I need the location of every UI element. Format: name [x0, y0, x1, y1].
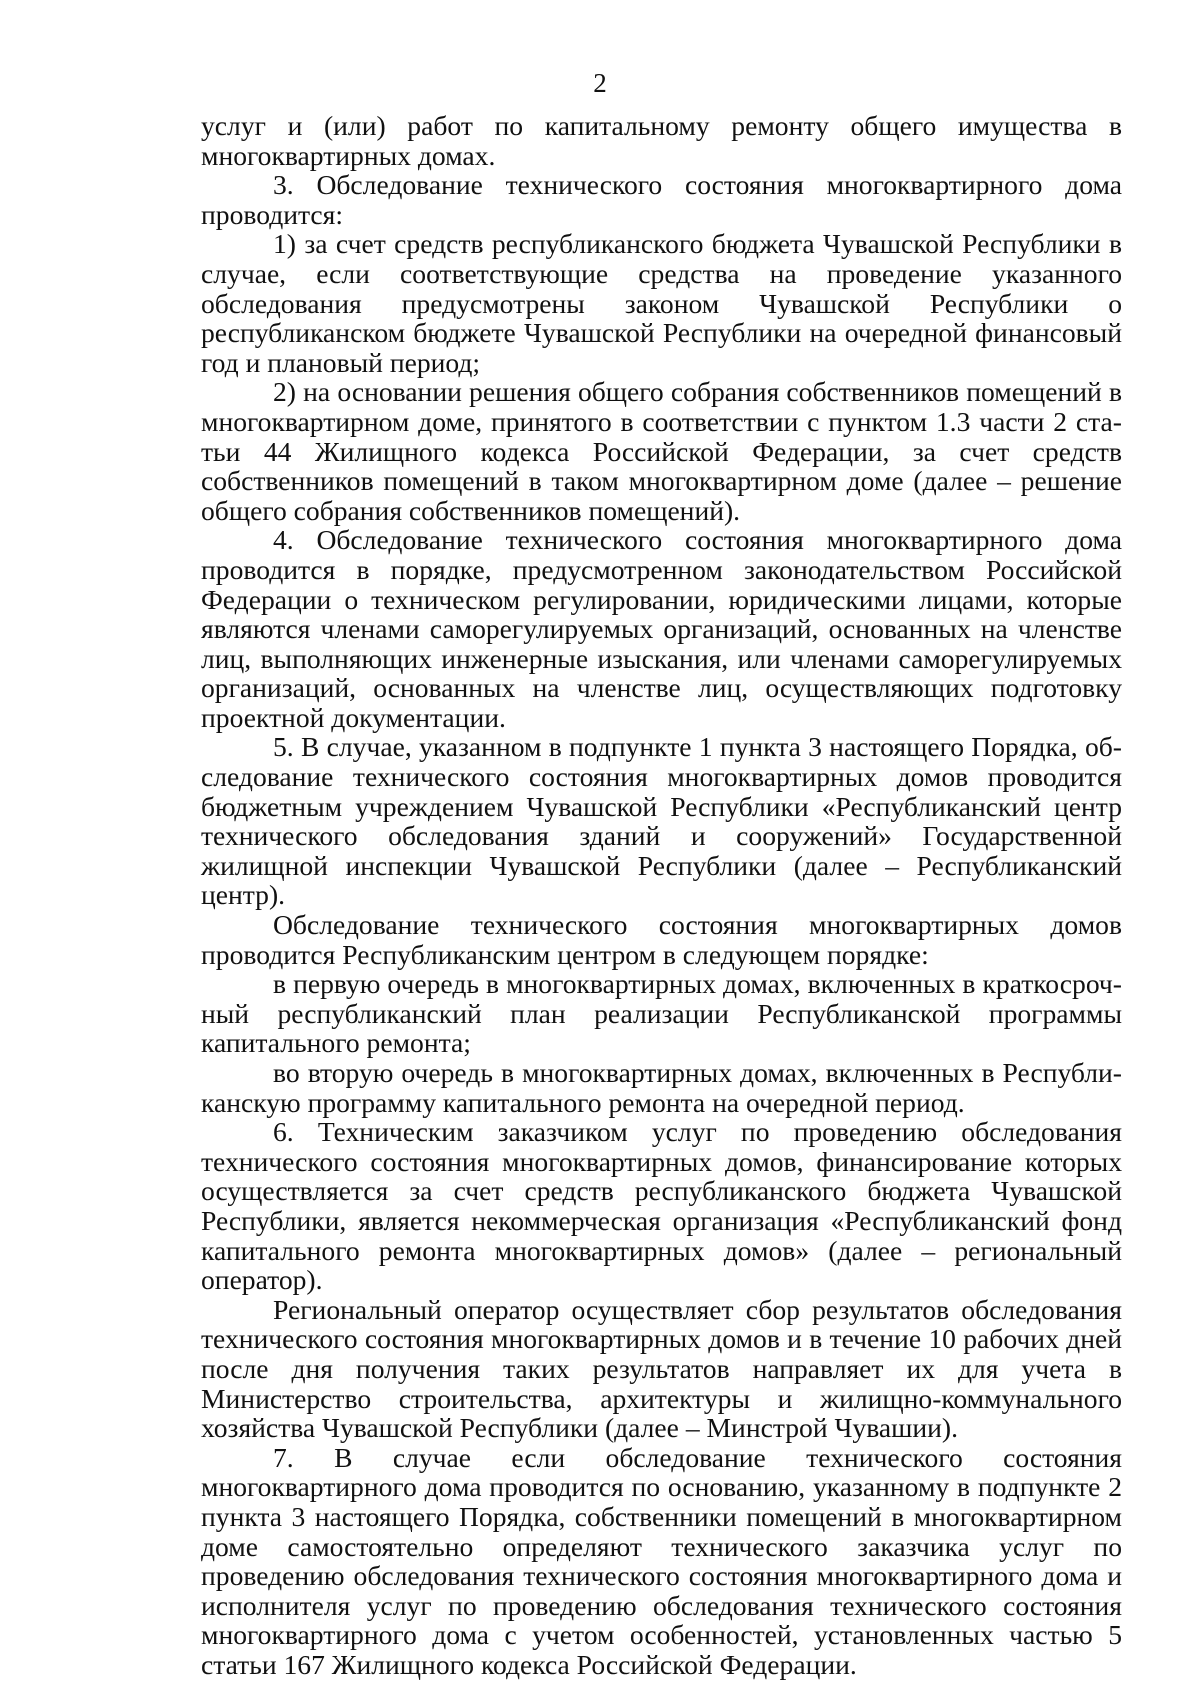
paragraph-item-6: 6. Техническим заказчиком услуг по проведению обследования технического состояния многоквартирных домов, финансирование которых осуществляется за счет средств республиканского бюджета Чувашской Республики, является некоммерческая организация «Республиканский фонд капитального ремонта многоквартирных домов» (далее – региональный оператор). — [201, 1116, 1122, 1296]
paragraph-item-5-order: Обследование технического состояния многоквартирных домов проводится Республиканским центром в следующем порядке: — [201, 909, 1122, 970]
paragraph-item-6-operator: Региональный оператор осуществляет сбор результатов обследования технического состояния многоквартирных домов и в течение 10 рабочих дней после дня получения таких результатов направляет их для учета в Министерство строительства, архитектуры и жилищно-коммунального хозяйства Чувашской Республики (далее – Минстрой Чувашии). — [201, 1293, 1122, 1444]
paragraph-item-5-first: в первую очередь в многоквартирных домах, включенных в краткосрочный республиканский план реализации Республиканской программы капитального ремонта; — [201, 968, 1122, 1059]
paragraph-item-5: 5. В случае, указанном в подпункте 1 пункта 3 настоящего Порядка, обследование технического состояния многоквартирных домов проводится бюджетным учреждением Чувашской Республики «Республиканский центр технического обследования зданий и сооружений» Государственной жилищной инспекции Чувашской Республики (далее – Республиканский центр). — [201, 731, 1122, 911]
paragraph-continuation: услуг и (или) работ по капитальному ремонту общего имущества в многоквартирных домах. — [201, 110, 1122, 171]
paragraph-item-4: 4. Обследование технического состояния многоквартирного дома проводится в порядке, предусмотренном законодательством Российской Федерации о техническом регулировании, юридическими лицами, которые являются членами саморегулируемых организаций, основанных на членстве лиц, выполняющих инженерные изыскания, или членами саморегулируемых организаций, основанных на членстве лиц, осуществляющих подготовку проектной документации. — [201, 524, 1122, 733]
document-body — [201, 111, 1122, 1679]
paragraph-item-5-second: во вторую очередь в многоквартирных домах, включенных в Республиканскую программу капитального ремонта на очередной период. — [201, 1057, 1122, 1118]
paragraph-subitem-3-2: 2) на основании решения общего собрания собственников помещений в многоквартирном доме, принятого в соответствии с пунктом 1.3 части 2 статьи 44 Жилищного кодекса Российской Федерации, за счет средств собственников помещений в таком многоквартирном доме (далее – решение общего собрания собственников помещений). — [201, 376, 1122, 526]
paragraph-item-3: 3. Обследование технического состояния многоквартирного дома проводится: — [201, 169, 1122, 230]
paragraph-subitem-3-1: 1) за счет средств республиканского бюджета Чувашской Республики в случае, если соответствующие средства на проведение указанного обследования предусмотрены законом Чувашской Республики о республиканском бюджете Чувашской Республики на очередной финансовый год и плановый период; — [201, 228, 1122, 378]
paragraph-item-7: 7. В случае если обследование технического состояния многоквартирного дома проводится по основанию, указанному в подпункте 2 пункта 3 настоящего Порядка, собственники помещений в многоквартирном доме самостоятельно определяют технического заказчика услуг по проведению обследования технического состояния многоквартирного дома и исполнителя услуг по проведению обследования технического состояния многоквартирного дома с учетом особенностей, установленных частью 5 статьи 167 Жилищного кодекса Российской Федерации. — [201, 1441, 1122, 1680]
page-number: 2 — [593, 68, 607, 98]
